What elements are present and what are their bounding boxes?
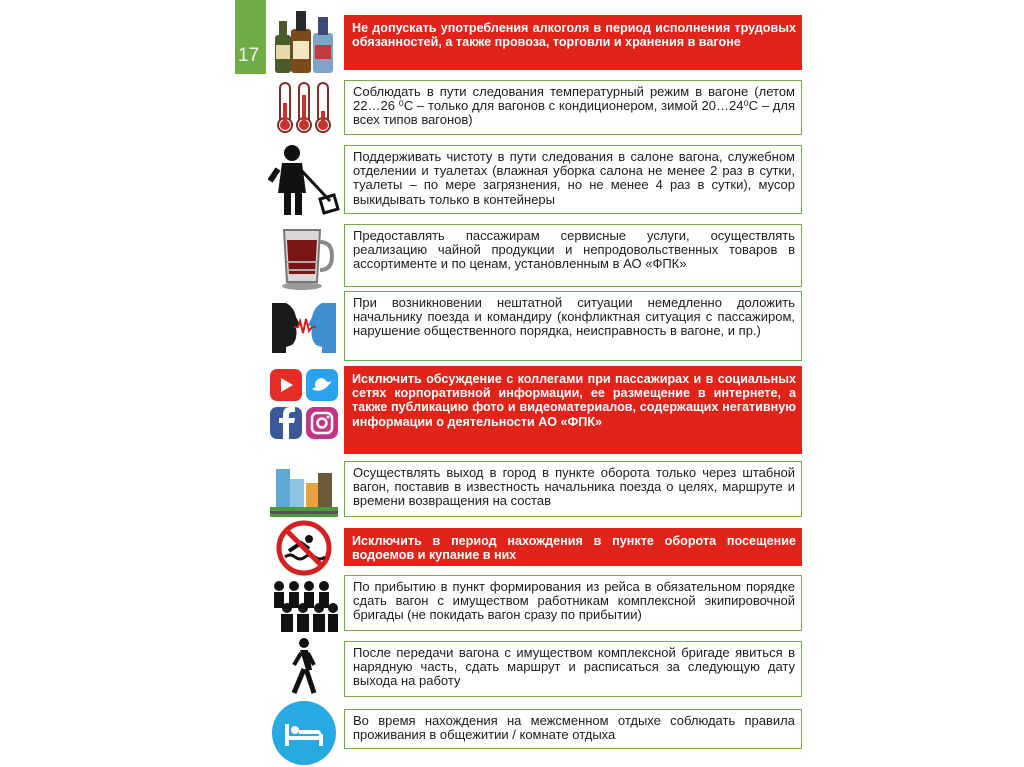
social-networks-icon <box>268 366 340 444</box>
page-number: 17 <box>238 45 260 66</box>
rule-report-incident: При возникновении нештатной ситуации немедленно доложить начальнику поезда и командиру (конфликтная ситуация с пассажиром, нарушение общественного порядка, неисправность в вагоне, и пр.) <box>344 291 802 361</box>
rule-return-car: По прибытию в пункт формирования из рейса в обязательном порядке сдать вагон с имуществом работникам комплексной экипировочной бригады (не покидать вагон сразу по прибытии) <box>344 575 802 631</box>
city-buildings-icon <box>268 458 340 520</box>
rule-service: Предоставлять пассажирам сервисные услуги, осуществлять реализацию чайной продукции и непродовольственных товаров в ассортименте и по ценам, установленным в АО «ФПК» <box>344 224 802 287</box>
rule-cleanliness: Поддерживать чистоту в пути следования в салоне вагона, служебном отделении и туалетах (влажная уборка салона не менее 2 раз в сутки, туалеты – по мере загрязнения, но не менее 4 раз в сутки), мусор выкидывать только в контейнеры <box>344 145 802 214</box>
rule-temperature: Соблюдать в пути следования температурный режим в вагоне (летом 22…26 ⁰С – только для вагонов с кондиционером, зимой 20…24⁰С – для всех типов вагонов) <box>344 80 802 135</box>
rule-no-swimming: Исключить в период нахождения в пункте оборота посещение водоемов и купание в них <box>344 528 802 566</box>
team-group-icon <box>268 576 340 636</box>
rule-no-corporate-disclosure: Исключить обсуждение с коллегами при пассажирах и в социальных сетях корпоративной информации, ее размещение в интернете, а также публикацию фото и видеоматериалов, содержащих негативную информации о деятельности АО «ФПК» <box>344 366 802 454</box>
walking-person-icon <box>268 636 340 698</box>
alcohol-bottles-icon <box>268 6 340 76</box>
bed-rest-icon <box>268 700 340 766</box>
tea-glass-holder-icon <box>268 220 340 292</box>
cleaning-person-icon <box>268 140 340 218</box>
thermometers-icon <box>268 80 340 136</box>
two-faces-talking-icon <box>268 296 340 358</box>
page-number-tab <box>235 0 266 74</box>
rule-city-exit: Осуществлять выход в город в пункте оборота только через штабной вагон, поставив в известность начальника поезда о целях, маршруте и времени возвращения на состав <box>344 461 802 517</box>
rule-no-alcohol: Не допускать употребления алкоголя в период исполнения трудовых обязанностей, а также провоза, торговли и хранения в вагоне <box>344 15 802 70</box>
rule-rest-rules: Во время нахождения на межсменном отдыхе соблюдать правила проживания в общежитии / комнате отдыха <box>344 709 802 749</box>
rule-report-to-dispatch: После передачи вагона с имуществом комплексной бригаде явиться в нарядную часть, сдать маршрут и расписаться за следующую дату выхода на работу <box>344 641 802 697</box>
no-swimming-icon <box>268 518 340 578</box>
